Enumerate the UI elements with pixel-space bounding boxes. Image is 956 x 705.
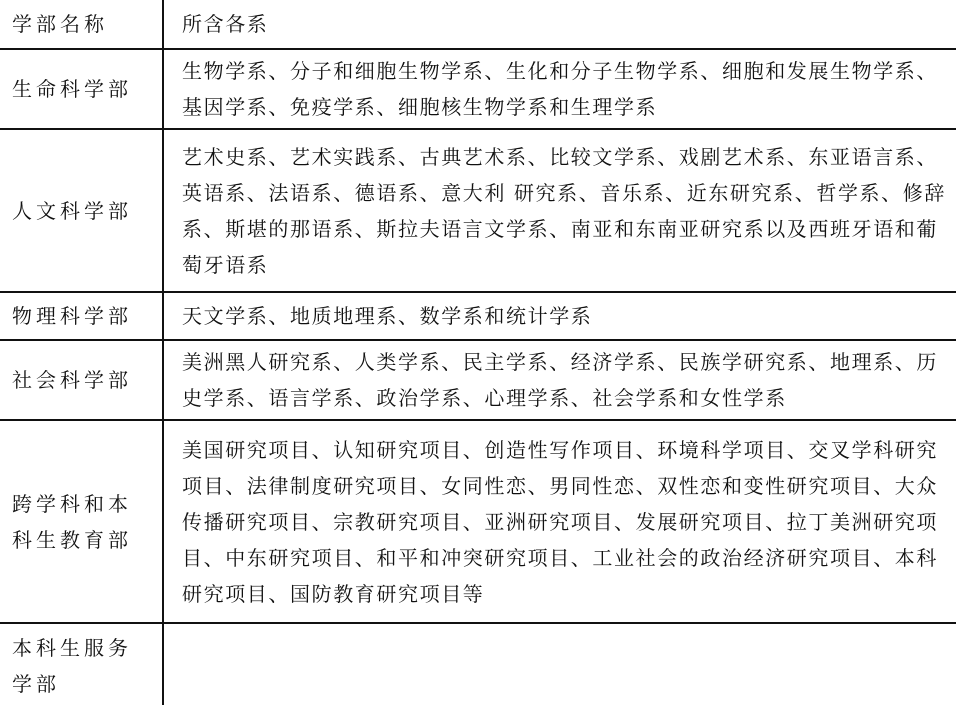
departments-cell: 艺术史系、艺术实践系、古典艺术系、比较文学系、戏剧艺术系、东亚语言系、英语系、法语系、德语系、意大利 研究系、音乐系、近东研究系、哲学系、修辞系、斯堪的那语系、斯拉夫语言文学系、南亚和东南亚研究系以及西班牙语和葡萄牙语系: [163, 129, 956, 292]
school-name-cell: 跨学科和本科生教育部: [0, 420, 163, 623]
school-name-cell: 社会科学部: [0, 340, 163, 420]
departments-cell: 天文学系、地质地理系、数学系和统计学系: [163, 292, 956, 340]
school-name-cell: 生命科学部: [0, 49, 163, 129]
school-name-cell: 本科生服务学部: [0, 623, 163, 705]
table-row: [0, 420, 956, 623]
departments-cell: [163, 623, 956, 705]
table-header-row: [0, 0, 956, 49]
departments-cell: 美洲黑人研究系、人类学系、民主学系、经济学系、民族学研究系、地理系、历史学系、语言学系、政治学系、心理学系、社会学系和女性学系: [163, 340, 956, 420]
departments-cell: 美国研究项目、认知研究项目、创造性写作项目、环境科学项目、交叉学科研究项目、法律制度研究项目、女同性恋、男同性恋、双性恋和变性研究项目、大众传播研究项目、宗教研究项目、亚洲研究项目、发展研究项目、拉丁美洲研究项目、中东研究项目、和平和冲突研究项目、工业社会的政治经济研究项目、本科研究项目、国防教育研究项目等: [163, 420, 956, 623]
table-row: [0, 292, 956, 340]
departments-cell: 生物学系、分子和细胞生物学系、生化和分子生物学系、细胞和发展生物学系、基因学系、免疫学系、细胞核生物学系和生理学系: [163, 49, 956, 129]
table-row: [0, 340, 956, 420]
school-name-cell: 物理科学部: [0, 292, 163, 340]
table-row: [0, 129, 956, 292]
table-row: [0, 623, 956, 705]
header-school-name: 学部名称: [0, 0, 163, 49]
header-departments: 所含各系: [163, 0, 956, 49]
table-row: [0, 49, 956, 129]
school-name-cell: 人文科学部: [0, 129, 163, 292]
